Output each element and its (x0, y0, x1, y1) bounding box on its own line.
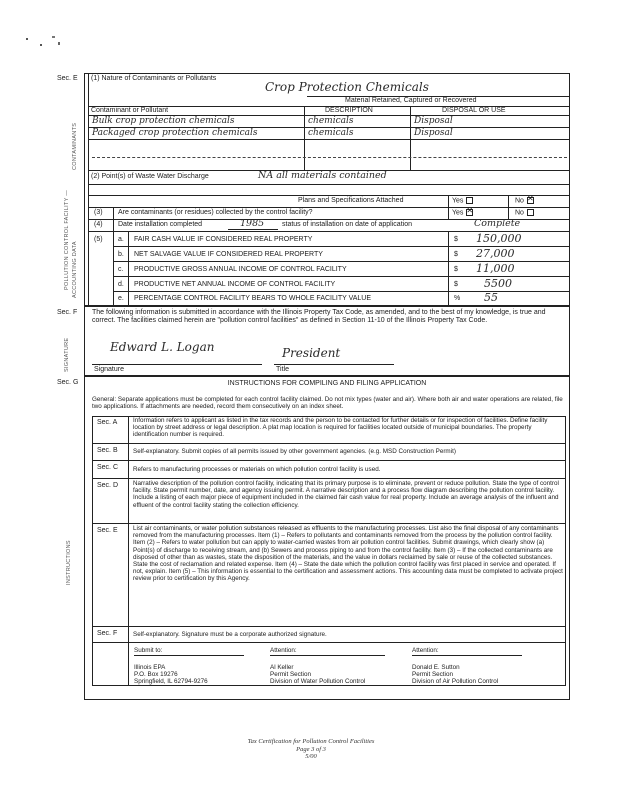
item4-text-b: status of installation on date of application (282, 221, 412, 228)
item1-title: (1) Nature of Contaminants or Pollutants (91, 75, 217, 82)
instr-d-label: Sec. D (97, 482, 119, 489)
item4-text-a: Date installation completed (118, 221, 203, 228)
acct-d-value[interactable]: 5500 (484, 277, 512, 290)
acct-a-text: FAIR CASH VALUE IF CONSIDERED REAL PROPERTY (134, 236, 313, 243)
plans-label: Plans and Specifications Attached (298, 197, 404, 204)
plans-no[interactable]: No✕ (515, 197, 534, 205)
sec-f-label: Sec. F (57, 309, 78, 316)
instr-b-label: Sec. B (97, 447, 118, 454)
item3-num: (3) (94, 209, 103, 216)
sec-g-vertical: INSTRUCTIONS (66, 540, 72, 585)
row2-disposal[interactable]: Disposal (414, 128, 453, 138)
acct-a-letter: a. (118, 236, 124, 243)
sec-e-vertical-a: POLLUTION CONTROL FACILITY — (64, 189, 70, 290)
instr-d-text: Narrative description of the pollution control facility, indicating that its primary purpose is to eliminate, prevent or reduce pollution. State the type of control facility. State permit number, date, and agency issuing permit. A narrative description and a process flow diagram describing the pollution control facility. Include a listing of each major piece of equipment included in the claimed fair cash value for real property. Include an average analysis of the influent and effluent of the control facility stating the collection efficiency. (133, 480, 559, 509)
instr-e-label: Sec. E (97, 527, 118, 534)
q3-no-checkbox[interactable] (527, 209, 534, 216)
nature-value[interactable]: Crop Protection Chemicals (265, 80, 429, 94)
item2-title: (2) Point(s) of Waste Water Discharge (91, 173, 209, 180)
attention-water-label: Attention: (270, 647, 297, 654)
sec-f-statement: The following information is submitted in accordance with the Illinois Property Tax Code, as amended, and to the best of my knowledge, is true and correct. The facilities claimed herein are "pollution control facilities" as defined in Section 11-10 of the Illinois Property Tax Code. (92, 309, 546, 324)
title-label: Title (276, 366, 289, 373)
instr-e-text: List air contaminants, or water pollution substances released as effluents to the manufacturing processes. List also the final disposal of any contaminants removed from the manufacturing processes. Item (1) – Refers to pollutants and contaminants removed from the process by the pollution control facility. Item (2) – Refers to water pollution but can apply to water-carried wastes from air pollution control facilities. Submit drawings, which clearly show (a) Point(s) of discharge to receiving stream, and (b) Sewers and process piping to and from the control facility. Item (3) – If the collected contaminants are disposed of other than as wastes, state the disposition of the materials, and the value in dollars reclaimed by sale or reuse of the collected substances. State the cost of reclamation and related expense. Item (4) – State the date which the pollution control facility was first placed in service and operated. If not, explain. Item (5) – This information is essential to the certification and assessment actions. This accounting data must be completed to activate project review prior to certification by this Agency. (133, 525, 563, 583)
instr-b-text: Self-explanatory. Submit copies of all permits issued by other government agencies. (e.g. MSD Construction Permit) (133, 448, 456, 455)
attention-air-label: Attention: (412, 647, 439, 654)
acct-d-unit: $ (454, 281, 458, 288)
instr-a-text: Information refers to applicant as listed in the tax records and the person to be contacted for further details or for inspection of facilities. Define facility location by street address or legal description. A plat map location is required for facilities located outside of municipal boundaries. The property identification number is required. (133, 417, 548, 439)
instr-c-text: Refers to manufacturing processes or materials on which pollution control facility is used. (133, 466, 381, 473)
q3-yes[interactable]: Yes✕ (452, 209, 473, 217)
sec-e-label: Sec. E (57, 75, 78, 82)
item5-num: (5) (94, 236, 103, 243)
col-contaminant: Contaminant or Pollutant (91, 107, 169, 114)
row1-disposal[interactable]: Disposal (414, 116, 453, 126)
item4-status[interactable]: Complete (474, 218, 521, 229)
acct-c-text: PRODUCTIVE GROSS ANNUAL INCOME OF CONTROL FACILITY (134, 266, 347, 273)
acct-c-letter: c. (118, 266, 124, 273)
instr-c-label: Sec. C (97, 464, 119, 471)
acct-e-value[interactable]: 55 (484, 291, 498, 304)
sec-f-vertical: SIGNATURE (64, 337, 70, 372)
acct-c-value[interactable]: 11,000 (476, 262, 515, 275)
q3-yes-checkbox[interactable] (466, 209, 473, 216)
title-value[interactable]: President (282, 346, 341, 360)
acct-e-unit: % (454, 295, 461, 302)
col-disposal: DISPOSAL OR USE (442, 107, 506, 114)
scan-specks (26, 34, 66, 54)
instr-f-label: Sec. F (97, 630, 118, 637)
address-agency: Illinois EPA P.O. Box 19276 Springfield, IL 62794-9276 (134, 664, 208, 686)
footer-line1: Tax Certification for Pollution Control Facilities (247, 738, 375, 745)
plans-no-checkbox[interactable] (527, 197, 534, 204)
acct-b-value[interactable]: 27,000 (476, 247, 515, 260)
plans-yes[interactable]: Yes (452, 197, 473, 205)
plans-yes-checkbox[interactable] (466, 197, 473, 204)
footer-line2: Page 3 of 3 (296, 745, 326, 753)
row2-description[interactable]: chemicals (308, 128, 354, 138)
acct-c-unit: $ (454, 266, 458, 273)
instr-f-text: Self-explanatory. Signature must be a corporate authorized signature. (133, 631, 327, 638)
item4-date[interactable]: 1985 (240, 218, 265, 229)
submit-to-label: Submit to: (134, 647, 163, 654)
sec-e-vertical-b: CONTAMINANTS (72, 122, 78, 170)
item2-value[interactable]: NA all materials contained (258, 170, 387, 181)
address-water: Al Keller Permit Section Division of Water Pollution Control (270, 664, 366, 686)
row1-contaminant[interactable]: Bulk crop protection chemicals (92, 116, 235, 126)
material-header: Material Retained, Captured or Recovered (345, 97, 477, 104)
acct-b-unit: $ (454, 251, 458, 258)
acct-e-text: PERCENTAGE CONTROL FACILITY BEARS TO WHOLE FACILITY VALUE (134, 295, 372, 302)
acct-e-letter: e. (118, 295, 124, 302)
item3-text: Are contaminants (or residues) collected by the control facility? (118, 209, 313, 216)
acct-d-text: PRODUCTIVE NET ANNUAL INCOME OF CONTROL FACILITY (134, 281, 336, 288)
instr-a-label: Sec. A (97, 419, 118, 426)
address-air: Donald E. Sutton Permit Section Division of Air Pollution Control (412, 664, 499, 686)
q3-no[interactable]: No (515, 209, 534, 217)
acct-a-unit: $ (454, 236, 458, 243)
acct-a-value[interactable]: 150,000 (476, 232, 522, 245)
instructions-heading: INSTRUCTIONS FOR COMPILING AND FILING APPLICATION (227, 380, 427, 387)
footer-line3: 5/00 (305, 753, 317, 760)
acct-b-text: NET SALVAGE VALUE IF CONSIDERED REAL PROPERTY (134, 251, 323, 258)
acct-b-letter: b. (118, 251, 124, 258)
signature-value[interactable]: Edward L. Logan (110, 340, 215, 354)
col-description: DESCRIPTION (325, 107, 373, 114)
row1-description[interactable]: chemicals (308, 116, 354, 126)
row2-contaminant[interactable]: Packaged crop protection chemicals (92, 128, 258, 138)
sec-e-vertical-c: ACCOUNTING DATA (72, 241, 78, 298)
signature-label: Signature (94, 366, 124, 373)
footer (200, 738, 422, 761)
item4-num: (4) (94, 221, 103, 228)
acct-d-letter: d. (118, 281, 124, 288)
sec-g-label: Sec. G (57, 379, 79, 386)
instructions-general: General: Separate applications must be completed for each control facility claimed. Do not mix types (water and air). Where both air and water operations are related, file two applications. If attachments are needed, record them consecutively on an index sheet. (92, 396, 563, 411)
